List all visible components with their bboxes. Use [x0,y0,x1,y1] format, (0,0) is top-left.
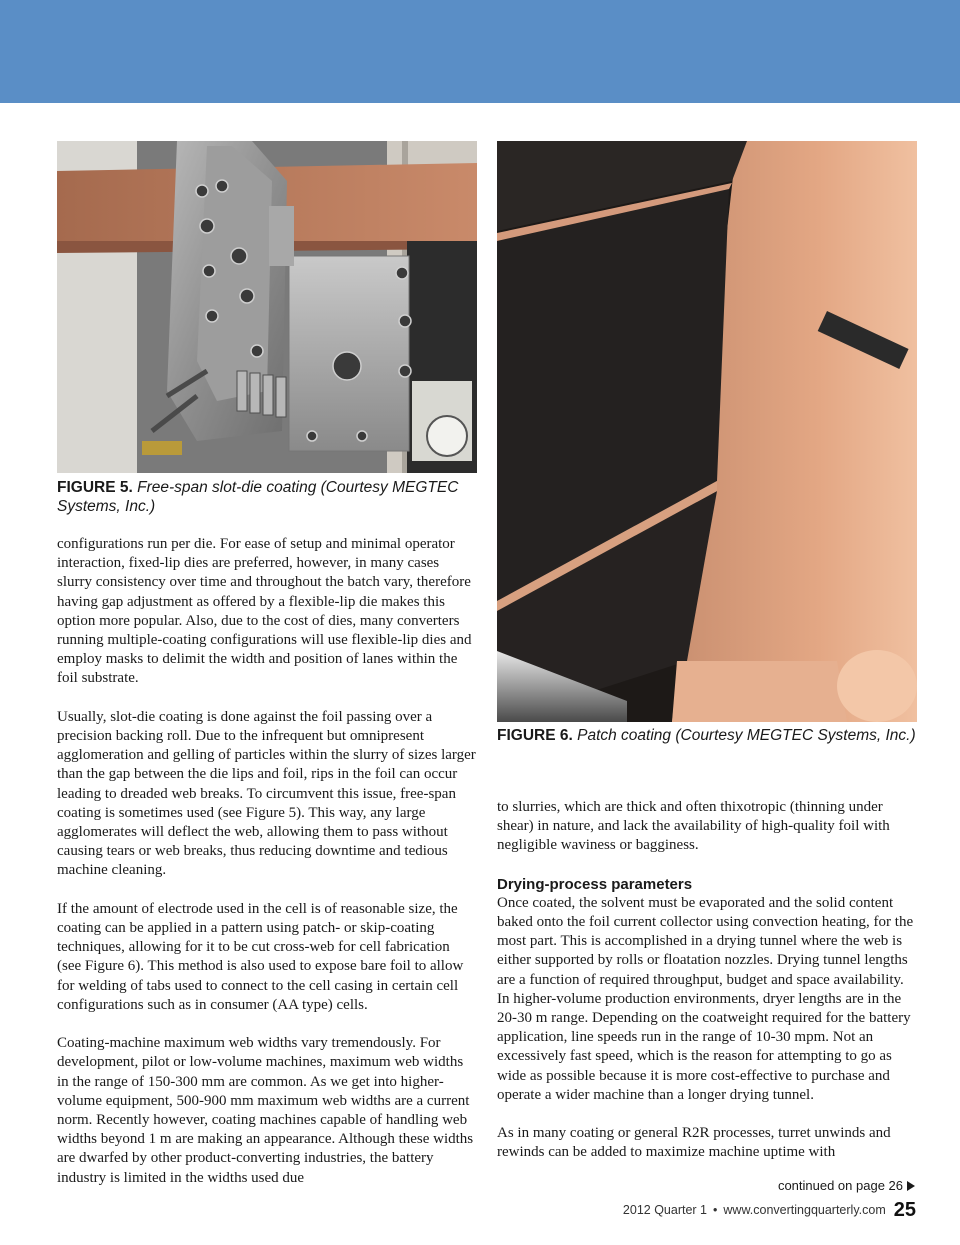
paragraph: configurations run per die. For ease of setup and minimal operator interaction, fixed-lip dies are preferred, however, in many cases slurry consistency over time and throughout the batch vary, therefore having gap adjustment as offered by a flexible-lip die makes this option more popular. Also, due to the cost of dies, many converters running multiple-coating configurations will use flexible-lip dies and employ masks to delimit the width and position of lanes within the foil substrate. [57,536,472,687]
section-heading: Drying-process parameters [497,875,693,893]
triangle-right-icon [907,1181,915,1191]
figure-5-caption-text: Free-span slot-die coating (Courtesy MEGTEC Systems, Inc.) [57,479,459,515]
paragraph: If the amount of electrode used in the cell is of reasonable size, the coating can be applied in a pattern using patch- or skip-coating techniques, allowing for it to be cut cross-web for cell fabrication (see Figure 6). This method is also used to expose bare foil to allow for welding of tabs used to connect to the cell casing in certain cell configurations such as in consumer (AA type) cells. [57,900,464,1013]
figure-5-photo [57,141,477,473]
page-footer [623,1199,916,1222]
header-band [0,0,960,103]
figure-6-caption [497,726,917,745]
continued-note [778,1178,915,1193]
figure-5-label: FIGURE 5. [57,479,133,496]
figure-5-caption [57,478,477,516]
paragraph: As in many coating or general R2R processes, turret unwinds and rewinds can be added to maximize machine uptime with [497,1125,891,1161]
right-column [497,798,917,1182]
issue-label: 2012 Quarter 1 [622,1203,708,1217]
paragraph: Usually, slot-die coating is done against the foil passing over a precision backing roll. Due to the infrequent but omnipresent agglomeration and gelling of particles within the slurry of sizes larger than the gap between the die lips and foil, rips in the foil can occur leading to dreaded web breaks. To circumvent this issue, free-span coating is sometimes used (see Figure 5). This way, any large agglomerates will deflect the web, allowing them to pass without causing tears or web breaks, thus reducing downtime and tedious machine cleaning. [57,708,476,879]
left-column [57,535,477,1207]
figure-6-caption-text: Patch coating (Courtesy MEGTEC Systems, Inc.) [577,727,916,744]
footer-separator: • [713,1203,718,1217]
paragraph: to slurries, which are thick and often thixotropic (thinning under shear) in nature, and lack the availability of high-quality foil with negligible waviness or bagginess. [497,799,890,854]
continued-text: continued on page 26 [777,1178,903,1193]
page-number: 25 [893,1199,916,1221]
paragraph: Once coated, the solvent must be evaporated and the solid content baked onto the foil current collector using convection heating, for the most part. This is accomplished in a drying tunnel where the web is either supported by rolls or floatation nozzles. Drying tunnel lengths are a function of required throughput, budget and space availability. In higher-volume production environments, dryer lengths are in the 20-30 m range. Depending on the coatweight required for the battery application, line speeds run in the range of 10-30 mpm. Not an excessively fast speed, which is the reason for attempting to go as wide as possible because it is more cost-effective to purchase and operate a wider machine than a longer drying tunnel. [497,894,914,1103]
figure-6-label: FIGURE 6. [497,727,573,744]
paragraph: Coating-machine maximum web widths vary tremendously. For development, pilot or low-volume machines, maximum web widths in the range of 150-300 mm are common. As we get into higher-volume equipment, 500-900 mm maximum web widths are a current norm. Recently however, coating machines capable of handling web widths beyond 1 m are making an appearance. Although these widths are dwarfed by other product-converting industries, the battery industry is limited in the widths used due [57,1035,474,1186]
footer-url: www.convertingquarterly.com [723,1203,886,1217]
figure-6-photo [497,141,917,722]
